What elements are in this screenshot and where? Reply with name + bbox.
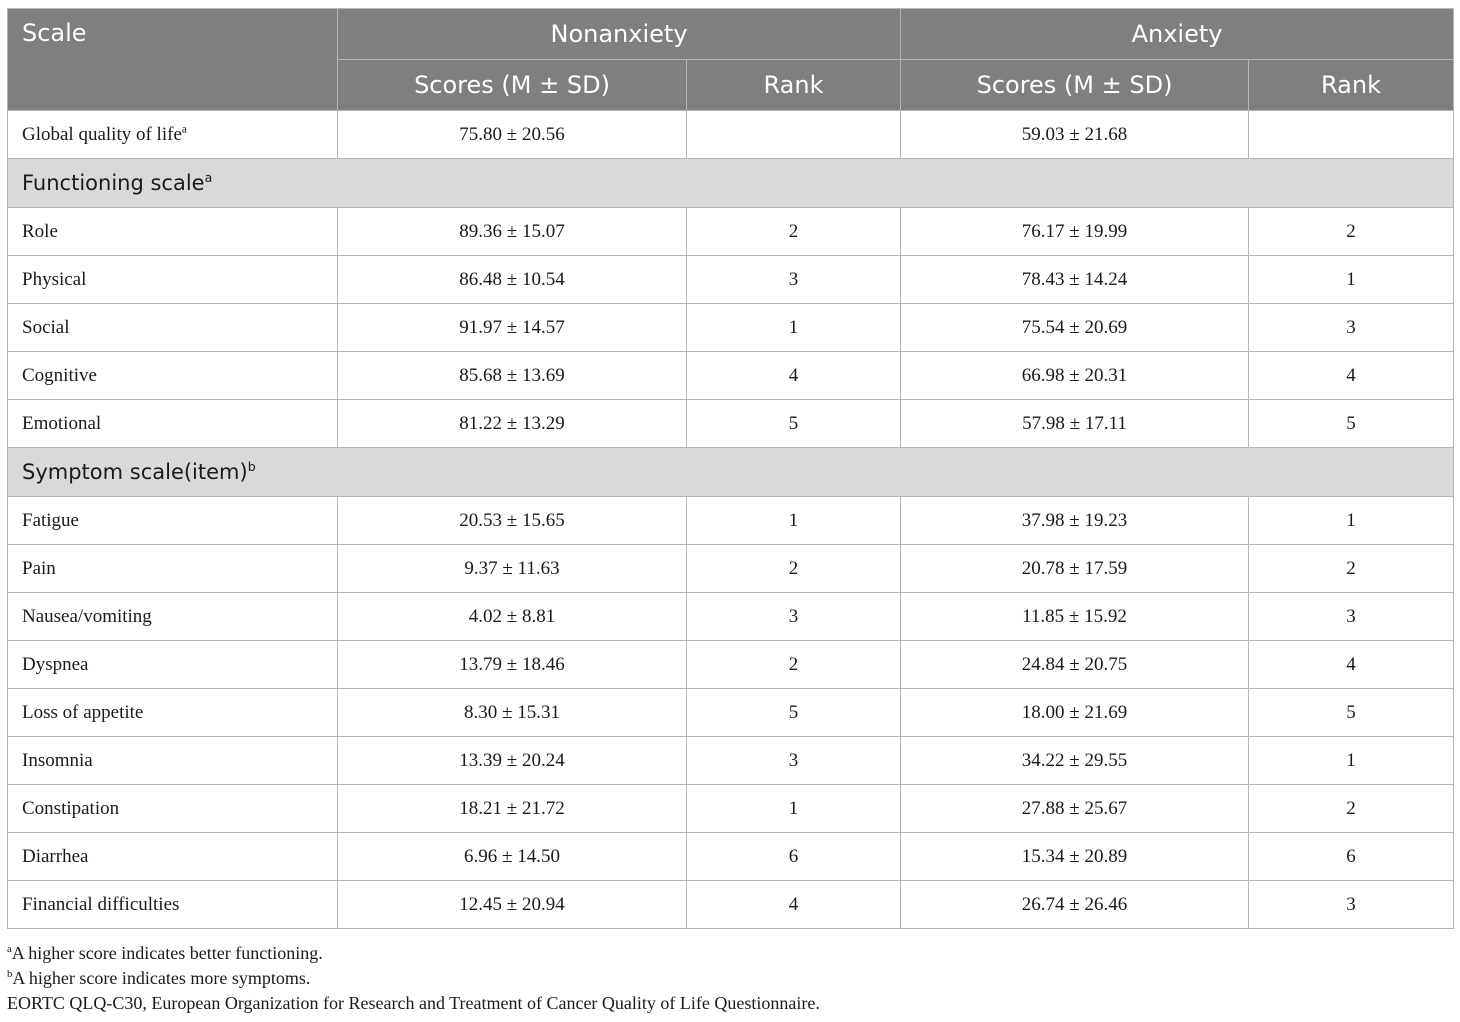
row-label: Physical <box>8 256 338 304</box>
anx-score-cell: 26.74 ± 26.46 <box>901 881 1249 929</box>
row-label: Cognitive <box>8 352 338 400</box>
row-label: Financial difficulties <box>8 881 338 929</box>
qol-table <box>7 8 1454 929</box>
anx-score-cell: 34.22 ± 29.55 <box>901 737 1249 785</box>
table-row <box>8 545 1454 593</box>
non-rank-cell: 3 <box>687 593 901 641</box>
anx-score-cell: 20.78 ± 17.59 <box>901 545 1249 593</box>
table-row <box>8 689 1454 737</box>
anx-rank-cell <box>1249 111 1454 159</box>
row-label: Social <box>8 304 338 352</box>
non-score-cell: 85.68 ± 13.69 <box>338 352 687 400</box>
non-rank-cell: 6 <box>687 833 901 881</box>
anx-score-cell: 11.85 ± 15.92 <box>901 593 1249 641</box>
non-rank-cell: 2 <box>687 545 901 593</box>
anx-score-cell: 57.98 ± 17.11 <box>901 400 1249 448</box>
row-label: Global quality of life$^a$ <box>8 111 338 159</box>
non-score-cell: 12.45 ± 20.94 <box>338 881 687 929</box>
non-rank-cell <box>687 111 901 159</box>
header-anxiety: Anxiety <box>901 9 1454 60</box>
row-label: Role <box>8 208 338 256</box>
anx-score-cell: 75.54 ± 20.69 <box>901 304 1249 352</box>
header-anx-rank: Rank <box>1249 60 1454 111</box>
anx-rank-cell: 3 <box>1249 593 1454 641</box>
table-row <box>8 400 1454 448</box>
non-score-cell: 20.53 ± 15.65 <box>338 497 687 545</box>
row-label: Diarrhea <box>8 833 338 881</box>
anx-rank-cell: 3 <box>1249 881 1454 929</box>
non-rank-cell: 4 <box>687 352 901 400</box>
footnote-a: $^a$A higher score indicates better functioning. <box>7 943 323 963</box>
non-rank-cell: 5 <box>687 689 901 737</box>
row-label: Emotional <box>8 400 338 448</box>
footnote-abbreviation: EORTC QLQ-C30, European Organization for Research and Treatment of Cancer Quality of Life Questionnaire. <box>7 993 820 1013</box>
table-footnotes <box>7 941 820 1016</box>
section-symptom <box>8 448 1454 497</box>
table-row <box>8 641 1454 689</box>
anx-rank-cell: 4 <box>1249 641 1454 689</box>
anx-rank-cell: 2 <box>1249 545 1454 593</box>
non-score-cell: 89.36 ± 15.07 <box>338 208 687 256</box>
anx-rank-cell: 1 <box>1249 737 1454 785</box>
table-row <box>8 593 1454 641</box>
table-body <box>8 111 1454 929</box>
non-rank-cell: 1 <box>687 497 901 545</box>
row-label: Loss of appetite <box>8 689 338 737</box>
anx-score-cell: 78.43 ± 14.24 <box>901 256 1249 304</box>
non-rank-cell: 2 <box>687 641 901 689</box>
anx-rank-cell: 4 <box>1249 352 1454 400</box>
footnote-b: $^b$A higher score indicates more symptoms. <box>7 968 311 988</box>
anx-rank-cell: 6 <box>1249 833 1454 881</box>
anx-score-cell: 27.88 ± 25.67 <box>901 785 1249 833</box>
table-row <box>8 304 1454 352</box>
non-score-cell: 6.96 ± 14.50 <box>338 833 687 881</box>
anx-score-cell: 37.98 ± 19.23 <box>901 497 1249 545</box>
table-row <box>8 785 1454 833</box>
section-title: Symptom scale(item)$^b$ <box>8 448 1454 497</box>
header-nonanxiety: Nonanxiety <box>338 9 901 60</box>
table-row <box>8 497 1454 545</box>
non-rank-cell: 2 <box>687 208 901 256</box>
header-scale: Scale <box>8 9 338 111</box>
header-row-1 <box>8 9 1454 60</box>
table-row <box>8 833 1454 881</box>
anx-rank-cell: 2 <box>1249 785 1454 833</box>
row-label: Dyspnea <box>8 641 338 689</box>
non-score-cell: 13.79 ± 18.46 <box>338 641 687 689</box>
table-row <box>8 881 1454 929</box>
non-rank-cell: 1 <box>687 304 901 352</box>
non-score-cell: 86.48 ± 10.54 <box>338 256 687 304</box>
anx-rank-cell: 3 <box>1249 304 1454 352</box>
non-score-cell: 13.39 ± 20.24 <box>338 737 687 785</box>
non-score-cell: 18.21 ± 21.72 <box>338 785 687 833</box>
table-row <box>8 352 1454 400</box>
row-label: Insomnia <box>8 737 338 785</box>
non-score-cell: 91.97 ± 14.57 <box>338 304 687 352</box>
non-rank-cell: 1 <box>687 785 901 833</box>
non-score-cell: 4.02 ± 8.81 <box>338 593 687 641</box>
anx-score-cell: 66.98 ± 20.31 <box>901 352 1249 400</box>
non-score-cell: 8.30 ± 15.31 <box>338 689 687 737</box>
header-non-scores: Scores (M ± SD) <box>338 60 687 111</box>
row-label: Nausea/vomiting <box>8 593 338 641</box>
anx-score-cell: 18.00 ± 21.69 <box>901 689 1249 737</box>
table-row <box>8 208 1454 256</box>
non-rank-cell: 4 <box>687 881 901 929</box>
row-label: Pain <box>8 545 338 593</box>
non-score-cell: 9.37 ± 11.63 <box>338 545 687 593</box>
anx-rank-cell: 5 <box>1249 400 1454 448</box>
anx-rank-cell: 1 <box>1249 256 1454 304</box>
non-rank-cell: 5 <box>687 400 901 448</box>
results-table-container <box>7 8 1453 929</box>
anx-score-cell: 15.34 ± 20.89 <box>901 833 1249 881</box>
row-label: Constipation <box>8 785 338 833</box>
section-functioning <box>8 159 1454 208</box>
table-row <box>8 256 1454 304</box>
table-row <box>8 737 1454 785</box>
non-score-cell: 75.80 ± 20.56 <box>338 111 687 159</box>
table-row-global <box>8 111 1454 159</box>
anx-rank-cell: 1 <box>1249 497 1454 545</box>
anx-score-cell: 24.84 ± 20.75 <box>901 641 1249 689</box>
row-label: Fatigue <box>8 497 338 545</box>
anx-rank-cell: 5 <box>1249 689 1454 737</box>
header-anx-scores: Scores (M ± SD) <box>901 60 1249 111</box>
anx-rank-cell: 2 <box>1249 208 1454 256</box>
anx-score-cell: 76.17 ± 19.99 <box>901 208 1249 256</box>
header-non-rank: Rank <box>687 60 901 111</box>
non-score-cell: 81.22 ± 13.29 <box>338 400 687 448</box>
non-rank-cell: 3 <box>687 256 901 304</box>
section-title: Functioning scale$^a$ <box>8 159 1454 208</box>
anx-score-cell: 59.03 ± 21.68 <box>901 111 1249 159</box>
non-rank-cell: 3 <box>687 737 901 785</box>
